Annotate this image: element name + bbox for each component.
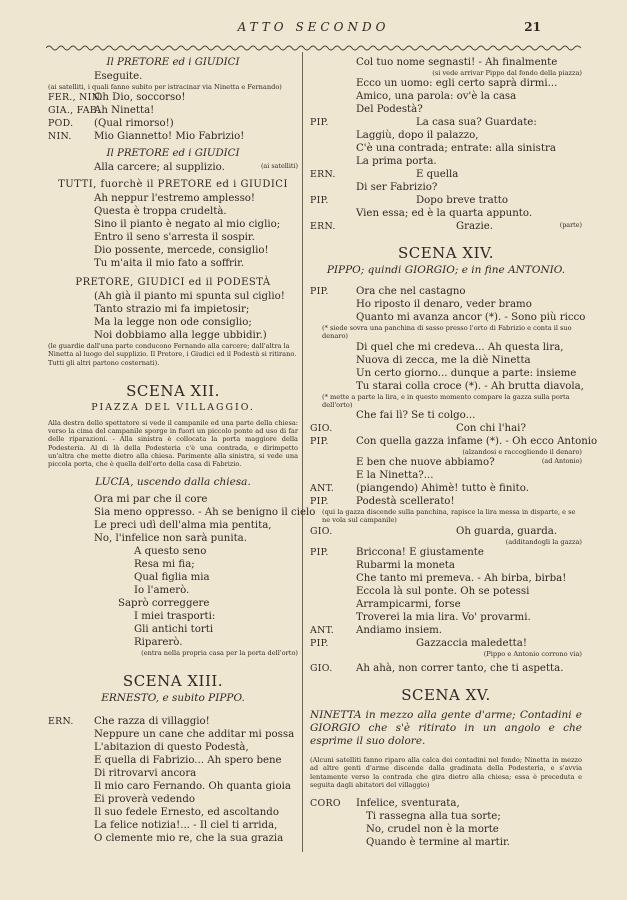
verse-text: Del Podestà? [356,104,423,116]
verse-line [310,469,582,482]
verse-line [310,662,582,675]
speaker-label: ANT. [310,624,335,636]
verse-line [48,728,298,741]
scene-title: SCENA XV. [401,686,491,705]
speaker-label: GIA., FAB. [48,105,101,117]
verse-text: La felice notizia!... - Il ciel ti arrida, [94,819,278,831]
scene-place: PIAZZA DEL VILLAGGIO. [91,401,255,413]
verse-text: E ben che nuove abbiamo? [356,457,495,469]
verse-text: Neppure un cane che additar mi possa [94,728,295,740]
verse-text: Noi dobbiamo alla legge ubbidir.) [94,330,267,342]
speaker-label: ERN. [48,715,74,727]
stage-direction: (si vede arrivar Pippo dal fondo della piazza) [432,69,582,77]
verse-text: Di quel che mi credeva... Ah questa lira, [356,341,564,353]
verse-block [48,70,298,83]
page-header [0,20,627,40]
scene-cast: ERNESTO, e subito PIPPO. [101,691,245,704]
verse-line [310,56,582,69]
verse-line [310,103,582,116]
scene-cast: PIPPO; quindi GIORGIO; e in fine ANTONIO. [326,264,566,277]
verse-line [310,155,582,168]
stage-direction: (additandogli la gazza) [505,537,582,546]
verse-line [48,584,298,597]
verse-line [48,832,298,845]
verse-line [310,380,582,393]
verse-text: Mio Giannetto! Mio Fabrizio! [94,131,245,143]
verse-text: La casa sua? Guardate: [416,117,537,129]
verse-text: Ti rassegna alla tua sorte; [366,811,501,823]
verse-text: Sino il pianto è negato al mio ciglio; [94,219,281,231]
verse-line [310,142,582,155]
verse-line [310,482,582,495]
stage-direction: (qui la gazza discende sulla panchina, rapisce la lira messa in disparte, e se ne vola sul campanile) [322,508,576,525]
scene-cast: NINETTA in mezzo alla gente d'arme; Contadini e GIORGIO che s'è ritirato in un angolo e che esprime il suo dolore. [310,709,582,748]
verse-text: Le preci udì dell'alma mia pentita, [94,519,272,531]
stage-direction: (Pippo e Antonio corrono via) [483,649,582,658]
verse-text: Resa mi fia; [134,558,195,570]
verse-text: Amico, una parola: ov'è la casa [356,91,517,103]
speaker-label: PIP. [310,496,329,508]
verse-line [310,168,582,181]
verse-line [48,571,298,584]
verse-line [310,797,582,810]
verse-text: Briccona! E giustamente [356,546,484,558]
verse-line [48,636,298,649]
stage-heading: TUTTI, fuorchè il PRETORE ed i GIUDICI [58,179,288,191]
verse-line [310,354,582,367]
verse-text: (Qual rimorso!) [94,118,174,130]
verse-block [48,290,298,342]
verse-text: Dio possente, mercede, consiglio! [94,245,269,257]
left-column [48,56,316,845]
verse-line [310,220,582,233]
verse-line [310,836,582,849]
verse-text: Un certo giorno... dunque a parte: insieme [356,367,577,379]
verse-text: Quando è termine al martir. [366,837,510,849]
verse-text: Gazzaccia maledetta! [416,637,527,649]
verse-block [48,715,298,845]
verse-line [310,525,582,538]
verse-block [310,662,582,675]
verse-block [310,285,586,324]
verse-line [48,780,298,793]
verse-line [310,90,582,103]
stage-heading: PRETORE, GIUDICI ed il PODESTÀ [75,277,271,289]
verse-line [310,341,582,354]
verse-line [48,161,298,174]
verse-line [310,181,582,194]
verse-line [48,754,298,767]
verse-text: Che fai lì? Se ti colgo... [356,410,476,422]
verse-block [48,493,316,649]
verse-block [310,56,582,69]
stage-direction-inline: (ai satelliti) [260,162,298,171]
verse-text: Tanto strazio mi fa impietosir; [94,304,250,316]
verse-text: Di ritrovarvi ancora [94,767,197,779]
verse-line [310,422,582,435]
running-title: ATTO SECONDO [237,20,390,34]
verse-line [310,559,582,572]
verse-text: Entro il seno s'arresta il sospir. [94,232,255,244]
verse-line [310,598,582,611]
stage-direction: (* mette a parte la lira, e in questo momento compare la gazza sulla porta dell'orto) [322,392,570,409]
verse-text: Tu starai colla croce (*). - Ah brutta diavola, [356,380,584,392]
verse-line [48,610,298,623]
verse-text: No, l'infelice non sarà punita. [94,532,247,544]
verse-text: Alla carcere; al supplizio. [94,162,225,174]
verse-text: Ora mi par che il core [94,493,208,505]
verse-text: L'abitazion di questo Podestà, [94,741,249,753]
verse-line [48,519,298,532]
stage-direction-inline: (parte) [559,221,582,230]
speaker-label: PIP. [310,286,329,298]
verse-text: Con quella gazza infame (*). - Oh ecco Antonio [356,436,598,448]
verse-line [48,532,298,545]
verse-text: Troverei la mia lira. Vo' provarmi. [356,611,531,623]
verse-text: Ah neppur l'estremo amplesso! [94,193,256,205]
verse-text: C'è una contrada; entrate: alla sinistra [356,143,556,155]
verse-line [48,192,298,205]
verse-line [310,546,582,559]
verse-text: Di ser Fabrizio? [356,182,438,194]
verse-line [48,316,298,329]
speaker-label: PIP. [310,117,329,129]
verse-text: (Ah già il pianto mi spunta sul ciglio! [94,291,285,303]
page-number: 21 [524,20,541,34]
verse-line [310,435,598,448]
verse-line [310,409,582,422]
scene-title: SCENA XIV. [397,244,494,263]
speaker-label: ERN. [310,169,336,181]
verse-line [48,597,298,610]
verse-line [310,810,582,823]
verse-text: Con chi l'hai? [456,423,526,435]
verse-text: Sia meno oppresso. - Ah se benigno il cielo [94,506,316,518]
verse-text: La prima porta. [356,156,437,168]
verse-line [310,572,582,585]
verse-line [48,767,298,780]
verse-text: Podestà scellerato! [356,496,455,508]
verse-line [48,493,298,506]
verse-line [310,311,586,324]
verse-line [48,506,316,519]
verse-text: E quella [416,169,459,181]
verse-text: Ho riposto il denaro, veder bramo [356,299,532,311]
verse-line [310,823,582,836]
verse-line [48,741,298,754]
verse-line [310,207,582,220]
verse-text: Qual figlia mia [134,571,210,583]
verse-text: Ei proverà vedendo [94,793,195,805]
verse-block [310,77,582,233]
verse-text: Riparerò. [134,636,183,648]
verse-line [48,623,298,636]
scene-cast: LUCIA, uscendo dalla chiesa. [95,475,251,488]
verse-block [310,797,582,849]
scene-title: SCENA XIII. [122,671,224,690]
verse-line [310,495,582,508]
verse-line [310,585,582,598]
stage-direction-inline: (ad Antonio) [541,457,582,466]
scene-title: SCENA XII. [126,381,220,400]
verse-text: Andiamo insiem. [356,624,443,636]
header-wavy-rule [46,44,581,52]
verse-line [310,624,582,637]
verse-text: Il suo fedele Ernesto, ed ascoltando [94,806,279,818]
verse-line [310,77,582,90]
verse-line [48,218,298,231]
scene-description: (Alcuni satelliti fanno riparo alla calca dei contadini nel fondo; Ninetta in mezzo ad altre genti d'arme discende dalla gradinata della Podesteria, e s'avvia lentamente verso la contrada che gira dietro alla chiesa; essa è preceduta e seguita dagli abitatori del villaggio) [310,756,582,789]
speaker-label: CORO [310,798,341,810]
verse-text: Infelice, sventurata, [356,798,460,810]
speaker-label: PIP. [310,546,329,558]
verse-text: Ma la legge non ode consiglio; [94,317,252,329]
verse-text: Vien essa; ed è la quarta appunto. [356,208,533,220]
verse-text: Gli antichi torti [134,623,214,635]
verse-text: E la Ninetta?... [356,470,434,482]
verse-text: Ah Ninetta! [94,105,155,117]
verse-text: Nuova di zecca, me la diè Ninetta [356,354,531,366]
verse-line [310,456,582,469]
verse-text: Rubarmi la moneta [356,559,455,571]
verse-line [48,244,298,257]
verse-text: Saprò correggere [118,597,210,609]
stage-direction: (entra nella propria casa per la porta dell'orto) [141,648,298,657]
verse-text: I miei trasporti: [134,610,216,622]
verse-line [48,205,298,218]
verse-text: Che razza di villaggio! [94,715,210,727]
verse-line [48,793,298,806]
speaker-label: ANT. [310,483,335,495]
verse-line [48,819,298,832]
verse-line [48,91,298,104]
verse-text: Ecco un uomo: egli certo saprà dirmi... [356,78,558,90]
verse-block [48,192,298,270]
verse-line [310,298,582,311]
verse-block [310,456,582,508]
verse-line [48,558,298,571]
column-divider [302,52,303,852]
verse-line [310,367,582,380]
speaker-label: GIO. [310,525,333,537]
verse-text: Il mio caro Fernando. Oh quanta gioia [94,780,291,792]
stage-direction: (le guardie dall'una parte conducono Fernando alla carcere; dall'altra la Ninetta al luogo del supplizio. Il Pretore, i Giudici ed il Podestà si ritirano. Tutti gli altri partono costernati). [48,342,297,367]
verse-block [310,546,582,650]
speaker-label: POD. [48,118,74,130]
speaker-label: GIO. [310,663,333,675]
verse-line [48,806,298,819]
verse-text: E quella di Fabrizio... Ah spero bene [94,754,282,766]
stage-direction: (ai satelliti, i quali fanno subito per istracinar via Ninetta e Fernando) [48,83,282,91]
verse-line [48,303,298,316]
verse-text: No, crudel non è la morte [366,824,499,836]
verse-block [310,409,598,448]
verse-block [310,341,582,393]
verse-line [48,104,298,117]
verse-line [310,116,582,129]
verse-line [48,290,298,303]
verse-line [310,285,582,298]
verse-text: Eseguite. [94,71,143,82]
verse-text: (piangendo) Ahimè! tutto è finito. [356,483,529,495]
stage-heading: Il PRETORE ed i GIUDICI [106,57,240,68]
stage-heading: Il PRETORE ed i GIUDICI [106,148,240,160]
verse-line [48,231,298,244]
verse-line [48,257,298,270]
speaker-label: NIN. [48,131,72,143]
verse-text: Ora che nel castagno [356,286,466,298]
verse-line [310,129,582,142]
verse-line [48,715,298,728]
stage-direction: (alzandosi e raccogliendo il denaro) [462,448,582,457]
speaker-label: FER., NIN. [48,92,103,104]
verse-line [48,70,298,83]
scene-description: Alla destra dello spettatore si vede il campanile ed una parte della chiesa: verso la cima del campanile sporge in fuori un piccolo ponte ad uso di far delle riparazioni. - Alla sinistra è collocata la porta maggiore della Podesteria. Al di là della Podesteria c'è una contrada, e dirimpetto un'altra che mette dietro alla chiesa. Parimente alla sinistra, si vede una piccola porta, che è quella dell'orto della casa di Fabrizio. [48,418,298,469]
verse-text: Questa è troppa crudeltà. [94,206,227,218]
verse-text: Oh Dio, soccorso! [94,92,186,104]
verse-text: Eccola là sul ponte. Oh se potessi [356,585,530,597]
verse-block [310,525,582,538]
verse-line [310,637,582,650]
verse-text: Laggiù, dopo il palazzo, [356,130,479,142]
speaker-label: PIP. [310,195,329,207]
verse-text: Col tuo nome segnasti! - Ah finalmente [356,57,558,68]
verse-line [310,194,582,207]
verse-block [48,161,298,174]
verse-text: Quanto mi avanza ancor (*). - Sono più ricco [356,312,586,324]
verse-block [48,91,298,143]
speaker-label: PIP. [310,436,329,448]
speaker-label: ERN. [310,221,336,233]
verse-text: A questo seno [134,545,207,557]
verse-line [48,130,298,143]
verse-line [48,329,298,342]
verse-text: Che tanto mi premeva. - Ah birba, birba! [356,572,567,584]
verse-line [48,545,298,558]
speaker-label: PIP. [310,637,329,649]
right-column [310,56,598,849]
stage-direction: (* siede sovra una panchina di sasso presso l'orto di Fabrizio e conta il suo denaro) [322,324,572,341]
verse-text: Io l'amerò. [134,584,190,596]
verse-text: Arrampicarmi, forse [356,598,461,610]
verse-line [310,611,582,624]
verse-text: Dopo breve tratto [416,195,508,207]
verse-text: Oh guarda, guarda. [456,525,558,537]
verse-text: Grazie. [456,221,493,233]
verse-text: O clemente mio re, che la sua grazia [94,832,284,844]
speaker-label: GIO. [310,423,333,435]
verse-text: Ah ahà, non correr tanto, che ti aspetta. [356,663,564,675]
verse-text: Tu m'aita il mio fato a soffrir. [94,258,245,270]
verse-line [48,117,298,130]
